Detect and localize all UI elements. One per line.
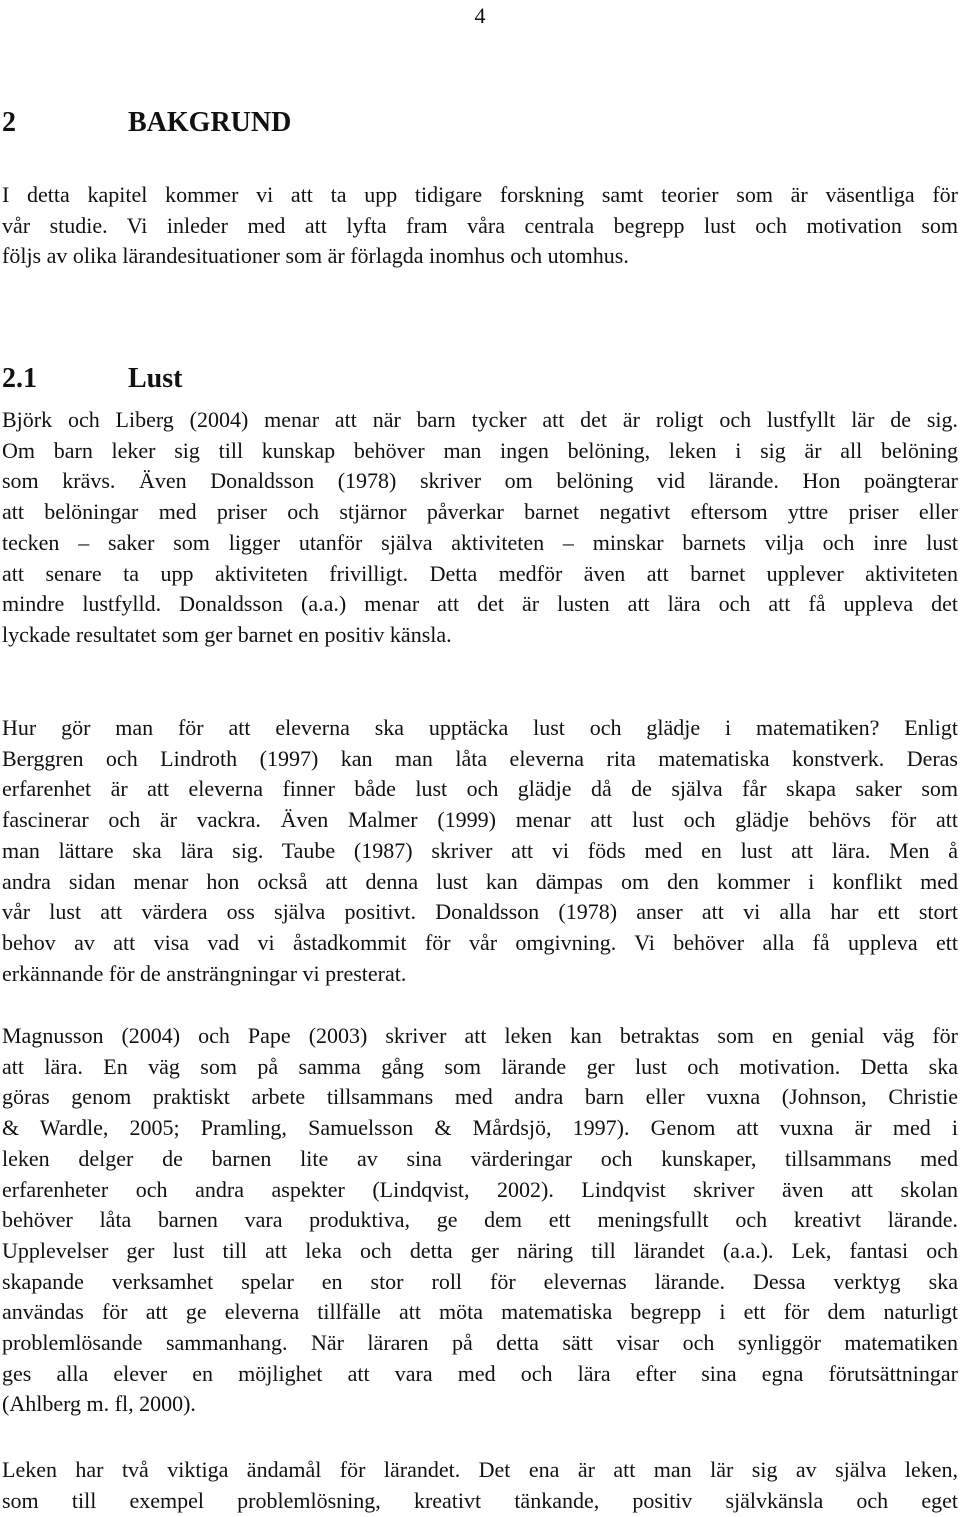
text-line: göras genom praktiskt arbete tillsammans med andra barn eller vuxna (Johnson, Christie — [2, 1084, 958, 1110]
subsection-title: Lust — [128, 363, 183, 394]
body-paragraph — [2, 1455, 958, 1516]
text-line: användas för att ge eleverna tillfälle att möta matematiska begrepp i ett för dem naturligt — [2, 1299, 958, 1325]
text-line: att senare ta upp aktiviteten frivilligt. Detta medför även att barnet upplever aktiviteten — [2, 560, 958, 586]
text-line: vår lust att värdera oss själva positivt. Donaldsson (1978) anser att vi alla har ett stort — [2, 899, 958, 925]
text-line: fascinerar och är vackra. Även Malmer (1999) menar att lust och glädje behövs för att — [2, 807, 958, 833]
text-line: (Ahlberg m. fl, 2000). — [2, 1391, 196, 1417]
text-line: Magnusson (2004) och Pape (2003) skriver att leken kan betraktas som en genial väg för — [2, 1023, 958, 1048]
text-line: I detta kapitel kommer vi att ta upp tidigare forskning samt teorier som är väsentliga för — [2, 182, 958, 207]
text-line: behov av att visa vad vi åstadkommit för vår omgivning. Vi behöver alla få uppleva ett — [2, 929, 958, 955]
text-line: vår studie. Vi inleder med att lyfta fram våra centrala begrepp lust och motivation som — [2, 212, 958, 238]
text-line: som krävs. Även Donaldsson (1978) skriver om belöning vid lärande. Hon poängterar — [2, 468, 958, 494]
text-line: problemlösande sammanhang. När läraren på detta sätt visar och synliggör matematiken — [2, 1330, 958, 1356]
text-line: mindre lustfylld. Donaldsson (a.a.) menar att det är lusten att lära och att få uppleva det — [2, 591, 958, 617]
text-line: Hur gör man för att eleverna ska upptäcka lust och glädje i matematiken? Enligt — [2, 715, 958, 740]
text-line: att belöningar med priser och stjärnor påverkar barnet negativt eftersom yttre priser eller — [2, 499, 958, 525]
text-line: lyckade resultatet som ger barnet en positiv känsla. — [2, 621, 452, 647]
body-paragraph — [2, 713, 958, 989]
body-paragraph — [2, 405, 958, 651]
text-line: leken delger de barnen lite av sina värderingar och kunskaper, tillsammans med — [2, 1145, 958, 1171]
text-line: ges alla elever en möjlighet att vara med och lära efter sina egna förutsättningar — [2, 1360, 958, 1386]
text-line: man lättare ska lära sig. Taube (1987) skriver att vi föds med en lust att lära. Men å — [2, 837, 958, 863]
text-line: behöver låta barnen vara produktiva, ge dem ett meningsfullt och kreativt lärande. — [2, 1207, 958, 1233]
text-line: erkännande för de ansträngningar vi presterat. — [2, 960, 407, 986]
text-line: Berggren och Lindroth (1997) kan man låta eleverna rita matematiska konstverk. Deras — [2, 745, 958, 771]
text-line: erfarenhet är att eleverna finner både lust och glädje då de själva får skapa saker som — [2, 776, 958, 802]
text-line: & Wardle, 2005; Pramling, Samuelsson & Mårdsjö, 1997). Genom att vuxna är med i — [2, 1115, 958, 1141]
intro-paragraph — [2, 180, 958, 272]
section-number: 2 — [2, 107, 16, 138]
text-line: andra sidan menar hon också att denna lust kan dämpas om den kommer i konflikt med — [2, 868, 958, 894]
subsection-heading — [2, 362, 182, 396]
text-line: som till exempel problemlösning, kreativt tänkande, positiv självkänsla och eget — [2, 1487, 958, 1513]
text-line: Upplevelser ger lust till att leka och detta ger näring till lärandet (a.a.). Lek, fantasi och — [2, 1237, 958, 1263]
section-title: BAKGRUND — [128, 107, 292, 138]
text-line: Leken har två viktiga ändamål för lärandet. Det ena är att man lär sig av själva leken, — [2, 1457, 958, 1482]
text-line: följs av olika lärandesituationer som är förlagda inomhus och utomhus. — [2, 243, 629, 269]
page-number: 4 — [474, 3, 486, 28]
text-line: Björk och Liberg (2004) menar att när barn tycker att det är roligt och lustfyllt lär de sig. — [2, 407, 958, 432]
text-line: Om barn leker sig till kunskap behöver man ingen belöning, leken i sig är all belöning — [2, 437, 958, 463]
text-line: tecken – saker som ligger utanför själva aktiviteten – minskar barnets vilja och inre lust — [2, 529, 958, 555]
subsection-number: 2.1 — [2, 363, 37, 394]
body-paragraph — [2, 1021, 958, 1420]
text-line: erfarenheter och andra aspekter (Lindqvist, 2002). Lindqvist skriver även att skolan — [2, 1176, 958, 1202]
text-line: att lära. En väg som på samma gång som lärande ger lust och motivation. Detta ska — [2, 1053, 958, 1079]
section-heading — [2, 106, 291, 140]
text-line: skapande verksamhet spelar en stor roll för elevernas lärande. Dessa verktyg ska — [2, 1268, 958, 1294]
